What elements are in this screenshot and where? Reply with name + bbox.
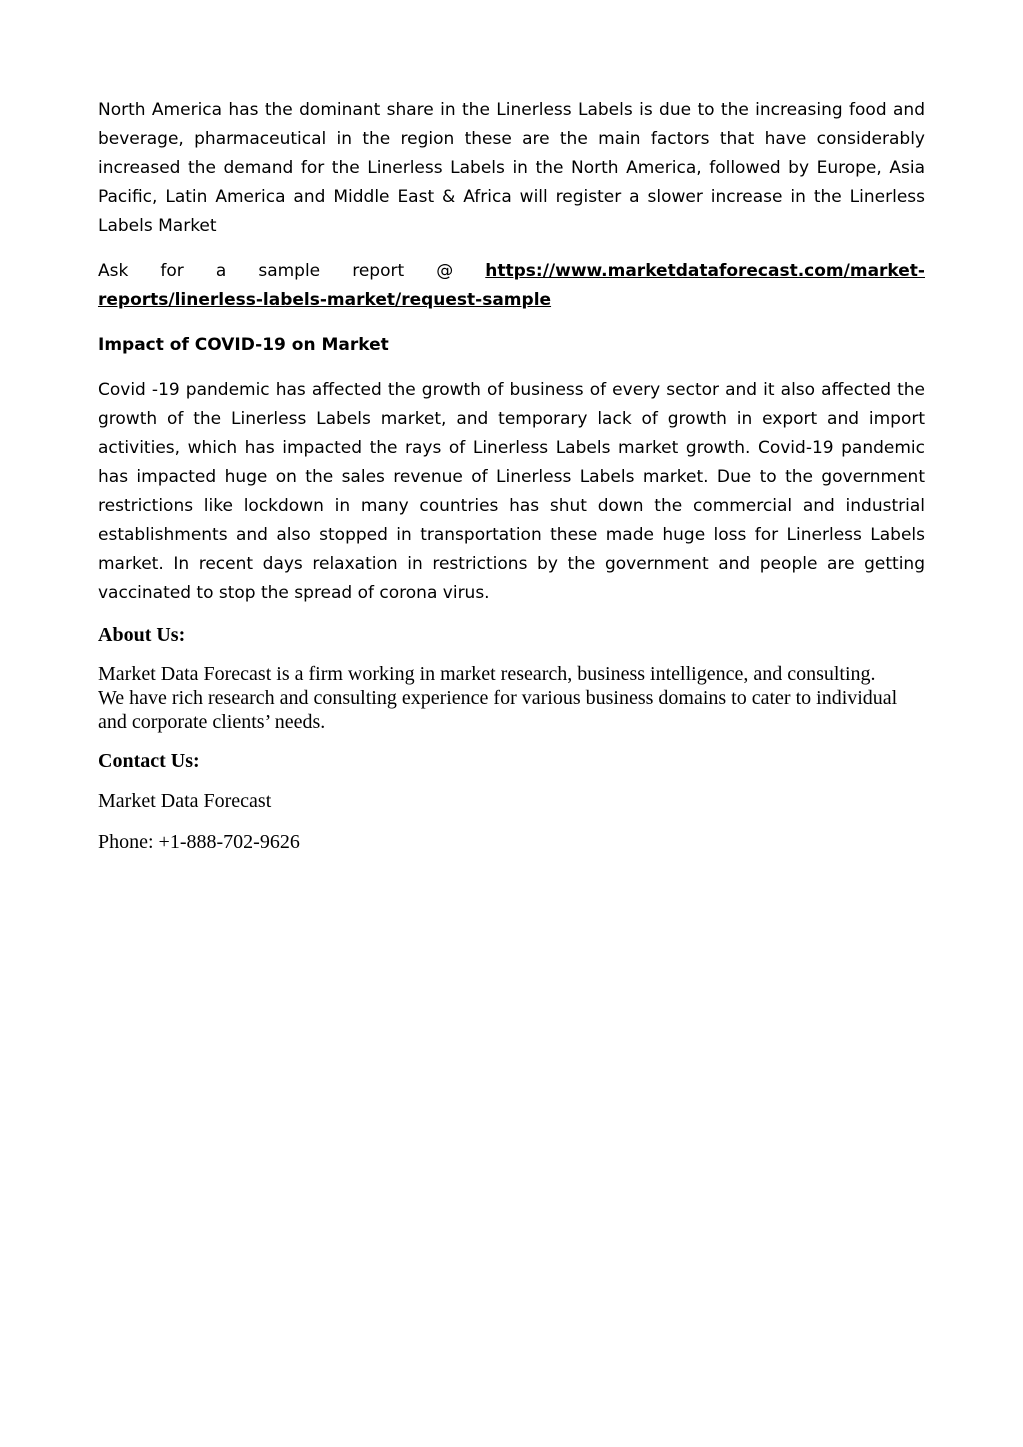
- document-page: [98, 96, 925, 870]
- intro-paragraph: North America has the dominant share in the Linerless Labels is due to the increasing food and beverage, pharmaceutical in the region these are the main factors that have considerably increased the demand for the Linerless Labels in the North America, followed by Europe, Asia Pacific, Latin America and Middle East & Africa will register a slower increase in the Linerless Labels Market: [98, 100, 925, 236]
- contact-heading: Contact Us:: [98, 750, 200, 772]
- contact-company: Market Data Forecast: [98, 790, 272, 812]
- sample-report-prefix: Ask for a sample report @: [98, 261, 486, 281]
- about-line-1: Market Data Forecast is a firm working in market research, business intelligence, and consulting.: [98, 663, 876, 685]
- about-text: [98, 662, 925, 734]
- contact-phone: Phone: +1-888-702-9626: [98, 831, 300, 853]
- covid-paragraph: Covid -19 pandemic has affected the growth of business of every sector and it also affected the growth of the Linerless Labels market, and temporary lack of growth in export and import activities, which has impacted the rays of Linerless Labels market growth. Covid-19 pandemic has impacted huge on the sales revenue of Linerless Labels market. Due to the government restrictions like lockdown in many countries has shut down the commercial and industrial establishments and also stopped in transportation these made huge loss for Linerless Labels market. In recent days relaxation in restrictions by the government and people are getting vaccinated to stop the spread of corona virus.: [98, 380, 925, 603]
- covid-heading: Impact of COVID-19 on Market: [98, 335, 389, 355]
- about-line-2: We have rich research and consulting experience for various business domains to cater to individual and corporate clients’ needs.: [98, 687, 898, 733]
- about-heading: About Us:: [98, 624, 186, 646]
- sample-report-paragraph: [98, 257, 925, 315]
- sample-report-link[interactable]: https://www.marketdataforecast.com/market-reports/linerless-labels-market/request-sample: [98, 261, 925, 310]
